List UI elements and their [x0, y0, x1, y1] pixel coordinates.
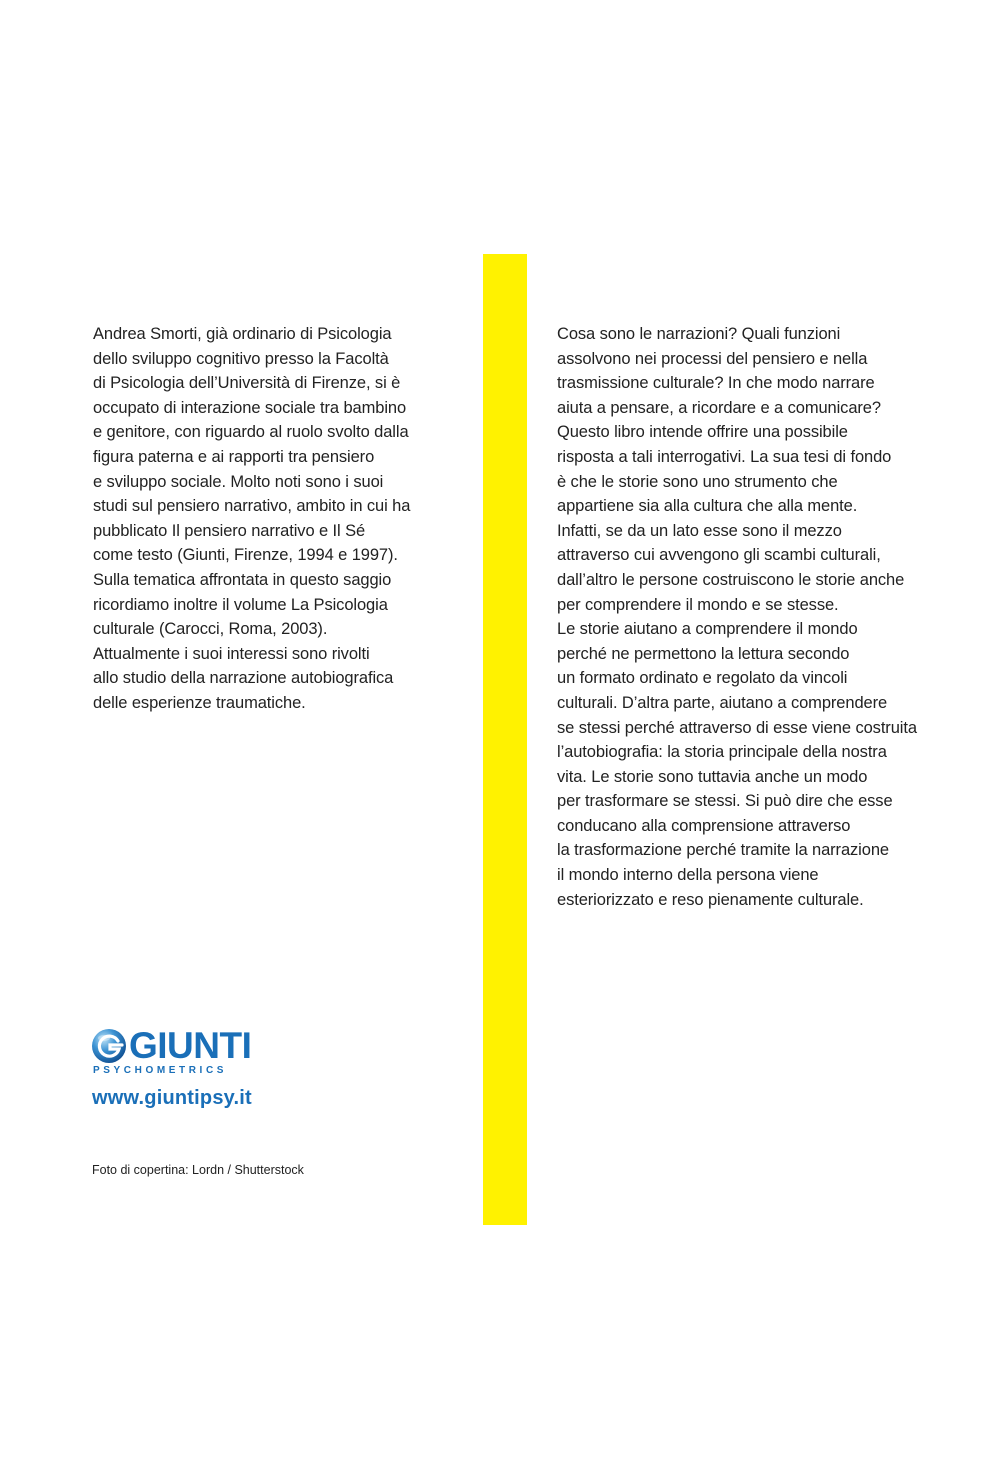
author-bio-line: Sulla tematica affrontata in questo saggio	[93, 570, 392, 589]
author-bio-line: figura paterna e ai rapporti tra pensiero	[93, 447, 375, 466]
synopsis-line: se stessi perché attraverso di esse viene costruita	[557, 718, 917, 737]
synopsis-line: esteriorizzato e reso pienamente culturale.	[557, 890, 864, 909]
photo-credit: Foto di copertina: Lordn / Shutterstock	[92, 1163, 304, 1177]
author-bio-line: di Psicologia dell’Università di Firenze, si è	[93, 374, 401, 393]
synopsis-line: Le storie aiutano a comprendere il mondo	[557, 620, 858, 639]
giunti-globe-icon	[91, 1028, 127, 1064]
author-bio-line: occupato di interazione sociale tra bambino	[93, 398, 407, 417]
author-bio-line: e genitore, con riguardo al ruolo svolto dalla	[93, 423, 409, 442]
synopsis-line: Cosa sono le narrazioni? Quali funzioni	[557, 325, 841, 343]
synopsis-line: l’autobiografia: la storia principale della nostra	[557, 743, 887, 762]
logo-subtitle: PSYCHOMETRICS	[93, 1065, 228, 1076]
publisher-website[interactable]: www.giuntipsy.it	[92, 1087, 252, 1109]
synopsis-line: culturali. D’altra parte, aiutano a comprendere	[557, 693, 888, 712]
author-bio-line: Andrea Smorti, già ordinario di Psicologia	[93, 325, 392, 343]
synopsis-line: Questo libro intende offrire una possibile	[557, 423, 848, 442]
synopsis-line: assolvono nei processi del pensiero e nella	[557, 349, 868, 368]
synopsis-line: vita. Le storie sono tuttavia anche un modo	[557, 767, 868, 786]
logo-wordmark: GIUNTI	[129, 1025, 252, 1066]
synopsis-line: è che le storie sono uno strumento che	[557, 472, 838, 491]
author-bio-line: culturale (Carocci, Roma, 2003).	[93, 620, 328, 639]
author-bio-line: pubblicato Il pensiero narrativo e Il Sé	[93, 521, 366, 540]
synopsis-line: Infatti, se da un lato esse sono il mezzo	[557, 521, 842, 540]
synopsis-line: la trasformazione perché tramite la narrazione	[557, 841, 889, 860]
synopsis-line: perché ne permettono la lettura secondo	[557, 644, 850, 663]
author-bio-line: allo studio della narrazione autobiografica	[93, 669, 394, 688]
author-bio-line: e sviluppo sociale. Molto noti sono i suoi	[93, 472, 384, 491]
synopsis-line: attraverso cui avvengono gli scambi culturali,	[557, 546, 881, 565]
publisher-logo	[91, 1025, 291, 1078]
synopsis-line: conducano alla comprensione attraverso	[557, 816, 851, 835]
yellow-accent-bar	[483, 254, 527, 1225]
author-bio	[93, 322, 438, 716]
author-bio-line: come testo (Giunti, Firenze, 1994 e 1997).	[93, 546, 398, 565]
author-bio-line: ricordiamo inoltre il volume La Psicologia	[93, 595, 388, 614]
synopsis-line: per comprendere il mondo e se stesse.	[557, 595, 839, 614]
author-bio-line: delle esperienze traumatiche.	[93, 693, 306, 712]
synopsis-line: per trasformare se stessi. Si può dire che esse	[557, 792, 893, 811]
synopsis-line: appartiene sia alla cultura che alla mente.	[557, 497, 858, 516]
author-bio-line: studi sul pensiero narrativo, ambito in cui ha	[93, 497, 411, 516]
synopsis-line: il mondo interno della persona viene	[557, 866, 819, 885]
synopsis-line: risposta a tali interrogativi. La sua tesi di fondo	[557, 447, 892, 466]
synopsis-line: dall’altro le persone costruiscono le storie anche	[557, 570, 905, 589]
synopsis-line: un formato ordinato e regolato da vincoli	[557, 669, 848, 688]
synopsis-line: aiuta a pensare, a ricordare e a comunicare?	[557, 398, 881, 417]
author-bio-line: Attualmente i suoi interessi sono rivolti	[93, 644, 370, 663]
author-bio-line: dello sviluppo cognitivo presso la Facoltà	[93, 349, 389, 368]
synopsis-line: trasmissione culturale? In che modo narrare	[557, 374, 875, 393]
book-synopsis	[557, 322, 927, 912]
